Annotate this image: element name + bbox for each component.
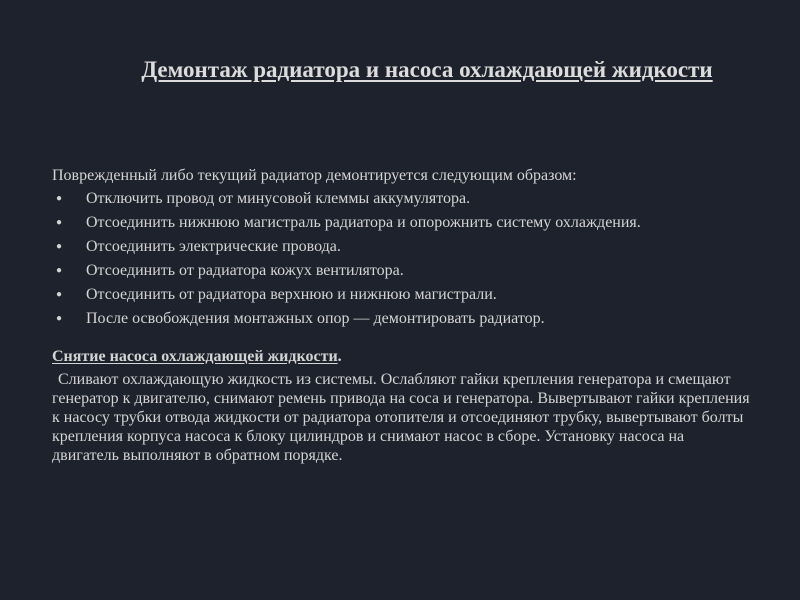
list-item-text: Отсоединить электрические провода. [86, 238, 341, 255]
list-item-text: Отключить провод от минусовой клеммы аккумулятора. [86, 190, 471, 207]
intro-text: Поврежденный либо текущий радиатор демонтируется следующим образом: [52, 167, 577, 184]
bullet-icon: ● [56, 217, 63, 228]
list-item-text: После освобождения монтажных опор — демонтировать радиатор. [86, 310, 545, 327]
list-item [52, 285, 752, 304]
slide-title: Демонтаж радиатора и насоса охлаждающей жидкости [141, 57, 713, 82]
slide-content [52, 166, 752, 465]
bullet-icon: ● [56, 289, 63, 300]
list-item [52, 261, 752, 280]
section-heading-suffix: . [337, 348, 342, 365]
section-heading-text: Снятие насоса охлаждающей жидкости [52, 348, 338, 365]
section-body-text: Сливают охлаждающую жидкость из системы. Ослабляют гайки крепления генератора и смещают генератор к двигателю, снимают ремень привода на соса и генератора. Вывертывают гайки крепления к насосу трубки отвода жидкости от радиатора отопителя и отсоединяют трубку, вывертывают болты крепления корпуса насоса к блоку цилиндров и снимают насос в сборе. Установку насоса на двигатель выполняют в обратном порядке. [52, 371, 750, 464]
list-item [52, 189, 752, 208]
list-item-text: Отсоединить нижнюю магистраль радиатора и опорожнить систему охлаждения. [86, 214, 641, 231]
bullet-icon: ● [56, 313, 63, 324]
list-item [52, 213, 752, 232]
bullet-icon: ● [56, 193, 63, 204]
bullet-icon: ● [56, 265, 63, 276]
list-item-text: Отсоединить от радиатора верхнюю и нижнюю магистрали. [86, 286, 497, 303]
list-item [52, 237, 752, 256]
section-heading [52, 347, 752, 366]
list-item [52, 309, 752, 328]
list-item-text: Отсоединить от радиатора кожух вентилятора. [86, 262, 404, 279]
bullet-icon: ● [56, 241, 63, 252]
bullet-list [52, 189, 752, 328]
